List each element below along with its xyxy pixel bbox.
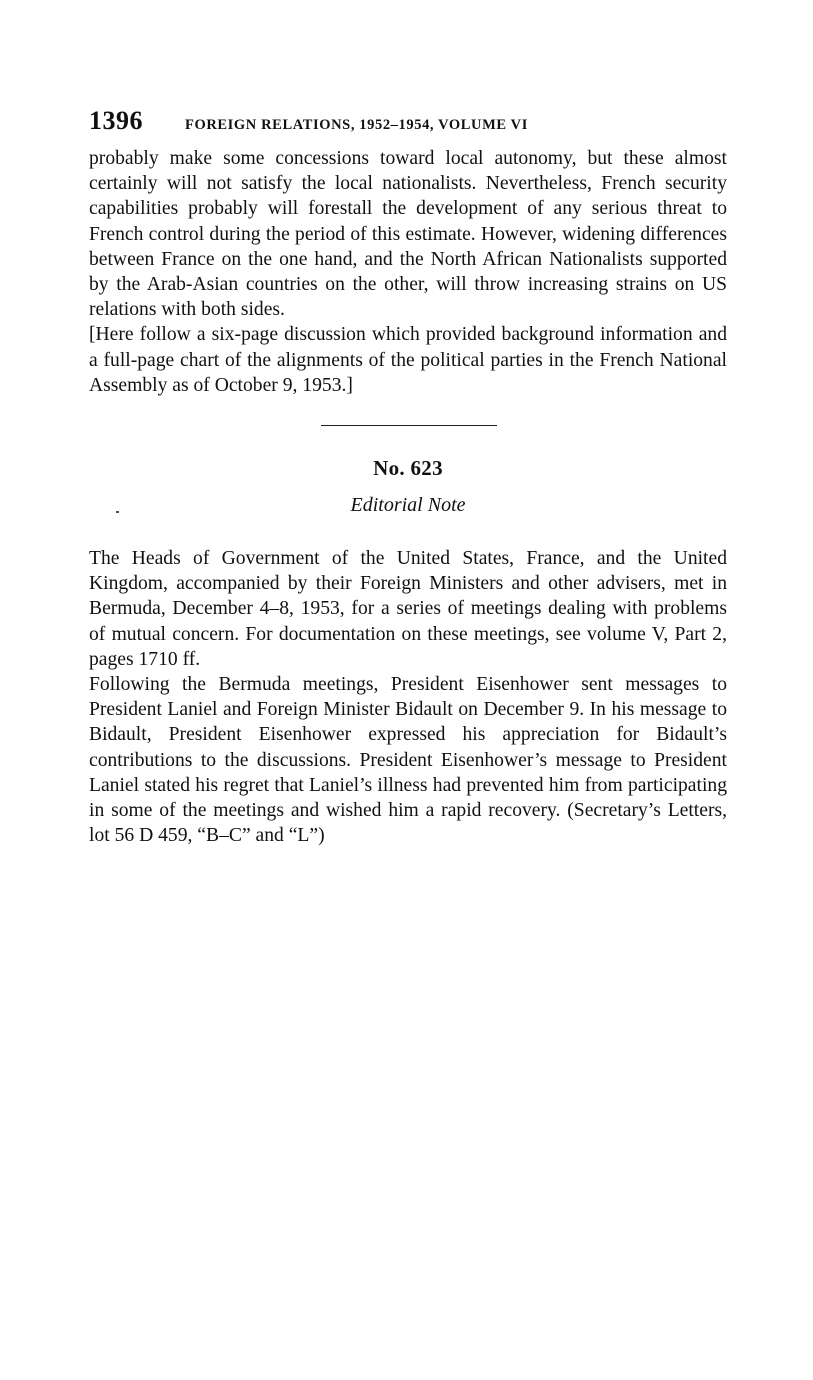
continued-section: [89, 146, 727, 398]
document-page: [89, 106, 727, 848]
document-title: Editorial Note: [350, 494, 466, 517]
page-header: [89, 106, 727, 146]
editorial-paragraph-2: Following the Bermuda meetings, President Eisenhower sent messages to President Laniel and Foreign Minister Bidault on December 9. In his message to Bidault, President Eisenhower expressed his appreciation for Bidault’s contributions to the discussions. President Eisenhower’s message to President Laniel stated his regret that Laniel’s illness had prevented him from participating in some of the meetings and wished him a rapid recovery. (Secretary’s Letters, lot 56 D 459, “B–C” and “L”): [89, 674, 727, 847]
running-head: FOREIGN RELATIONS, 1952–1954, VOLUME VI: [185, 117, 528, 133]
page-number: 1396: [89, 106, 143, 135]
continued-paragraph: probably make some concessions toward local autonomy, but these almost certainly will not satisfy the local nationalists. Nevertheless, French security capabilities probably will forestall the development of any serious threat to French control during the period of this estimate. However, widening differences between France on the one hand, and the North African Nationalists supported by the Arab-Asian countries on the other, will throw increasing strains on US relations with both sides.: [89, 148, 727, 321]
document-number: No. 623: [373, 456, 443, 481]
scan-speck: [116, 511, 119, 513]
editorial-paragraph-1: The Heads of Government of the United States, France, and the United Kingdom, accompanied by their Foreign Ministers and other advisers, met in Bermuda, December 4–8, 1953, for a series of meetings dealing with problems of mutual concern. For documentation on these meetings, see volume V, Part 2, pages 1710 ff.: [89, 548, 727, 670]
section-divider: [321, 425, 497, 426]
editorial-note-body: [89, 546, 727, 848]
bracket-note: [Here follow a six-page discussion which provided background information and a full-page chart of the alignments of the political parties in the French National Assembly as of October 9, 1953.]: [89, 324, 727, 396]
